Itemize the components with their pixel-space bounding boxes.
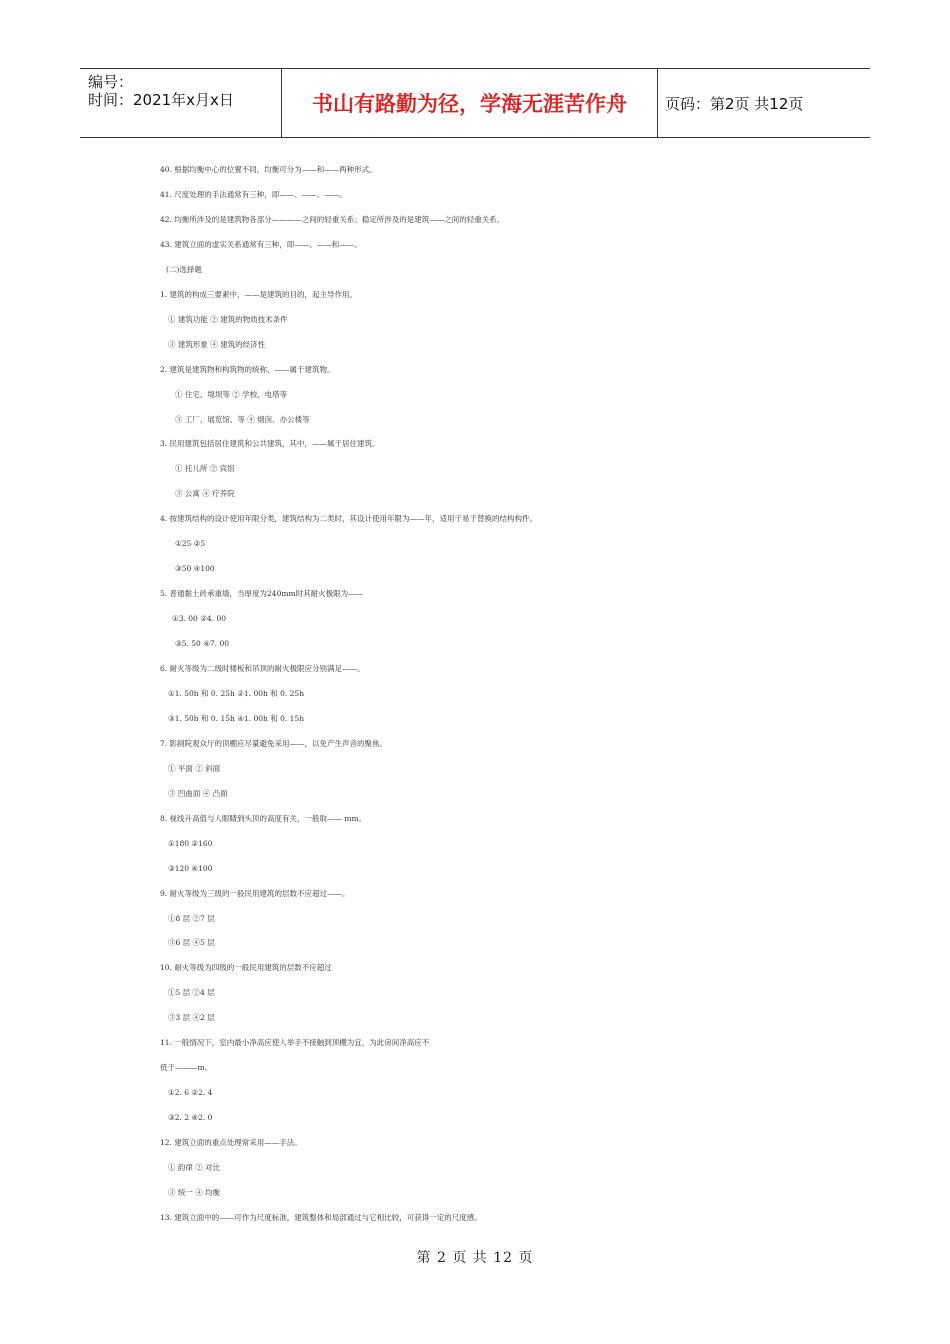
document-line: ①1. 50h 和 0. 25h ②1. 00h 和 0. 25h [168,688,305,698]
document-line: ③1. 50h 和 0. 15h ④1. 00h 和 0. 15h [168,713,305,723]
doc-number-label: 编号： [88,73,134,91]
document-line: ①2. 6 ②2. 4 [168,1088,213,1098]
header-page-info: 页码：第2页 共12页 [665,94,804,113]
document-line: 低于———m。 [160,1063,213,1073]
document-line: ③50 ④100 [175,564,215,574]
document-line: 3. 民用建筑包括居住建筑和公共建筑，其中，——属于居住建筑。 [160,439,380,449]
document-line: ① 平面 ② 斜面 [168,763,221,773]
document-line: ③6 层 ④5 层 [168,938,215,948]
document-line: 11. 一般情况下，室内最小净高应使人举手不接触到顶棚为宜，为此房间净高应不 [160,1038,430,1048]
header-motto-cell [281,69,658,137]
document-line: ①8 层 ②7 层 [168,913,215,923]
page-footer: 第 2 页 共 12 页 [416,1250,534,1266]
header-motto: 书山有路勤为径，学海无涯苦作舟 [312,92,627,116]
document-line: ①3. 00 ②4. 00 [172,614,226,624]
document-line: 42. 均衡所涉及的是建筑物各部分————之间的轻重关系；稳定所涉及的是建筑——之间的轻重关系。 [160,214,505,224]
document-line: 4. 按建筑结构的设计使用年限分类，建筑结构为二类时，其设计使用年限为——年，适用于易于替换的结构构件。 [160,514,538,524]
document-line: ① 建筑功能 ② 建筑的物质技术条件 [168,314,288,324]
document-line: 9. 耐火等级为三级的一般民用建筑的层数不应超过——。 [160,888,350,898]
document-line: ③ 凹曲面 ④ 凸面 [168,788,228,798]
document-line: ① 托儿所 ② 宾馆 [175,464,235,474]
document-line: 6. 耐火等级为二级时楼板和吊顶的耐火极限应分别满足——。 [160,664,365,673]
document-line: ① 韵律 ② 对比 [168,1163,221,1172]
document-line: 8. 视线升高值与人眼睛到头顶的高度有关，一般取—— mm。 [160,813,367,823]
document-line: ③2. 2 ④2. 0 [168,1113,213,1123]
document-line: ③ 工厂、展览馆、等 ④ 烟囱、办公楼等 [175,414,310,424]
document-line: 13. 建筑立面中的——可作为尺度标准，建筑整体和局部通过与它相比较，可获得一定的尺度感。 [160,1212,482,1222]
document-line: ①5 层 ②4 层 [168,988,215,998]
document-line: 40. 根据均衡中心的位置不同，均衡可分为——和——两种形式。 [160,165,377,174]
header-meta [80,69,280,137]
document-line: 12. 建筑立面的重点处理常采用——手法。 [160,1138,302,1148]
document-line: 43. 建筑立面的虚实关系通常有三种，即——、——和——。 [160,239,362,249]
document-line: ③5. 50 ④7. 00 [175,639,229,649]
document-line: 7. 影剧院观众厅的顶棚应尽量避免采用——，以免产生声音的聚焦。 [160,738,388,748]
document-line: ①180 ②160 [168,838,213,848]
document-line: ①25 ②5 [175,539,206,549]
document-line: 2. 建筑是建筑物和构筑物的统称，——属于建筑物。 [160,364,335,374]
document-line: ③120 ④100 [168,863,213,873]
document-line: ③ 建筑形象 ④ 建筑的经济性 [168,339,266,349]
document-line: ① 住宅、堤坝等 ② 学校、电塔等 [175,389,288,399]
document-line: ③ 公寓 ④ 疗养院 [175,489,235,499]
document-line: 10. 耐火等级为四级的一般民用建筑的层数不应超过 [160,963,332,973]
document-line: 41. 尺度处理的手法通常有三种，即——、——、——。 [160,189,347,199]
doc-date-label: 时间：2021年x月x日 [88,91,234,109]
document-line: 1. 建筑的构成三要素中，——是建筑的目的，起主导作用。 [160,289,358,299]
document-line: (二)选择题 [166,264,202,274]
document-line: 5. 普通黏土砖承重墙，当厚度为240mm时其耐火极限为—— [160,589,364,599]
header-page-cell [657,69,870,137]
page-header [80,68,870,138]
document-line: ③3 层 ④2 层 [168,1013,215,1023]
document-line: ③ 统一 ④ 均衡 [168,1187,221,1197]
